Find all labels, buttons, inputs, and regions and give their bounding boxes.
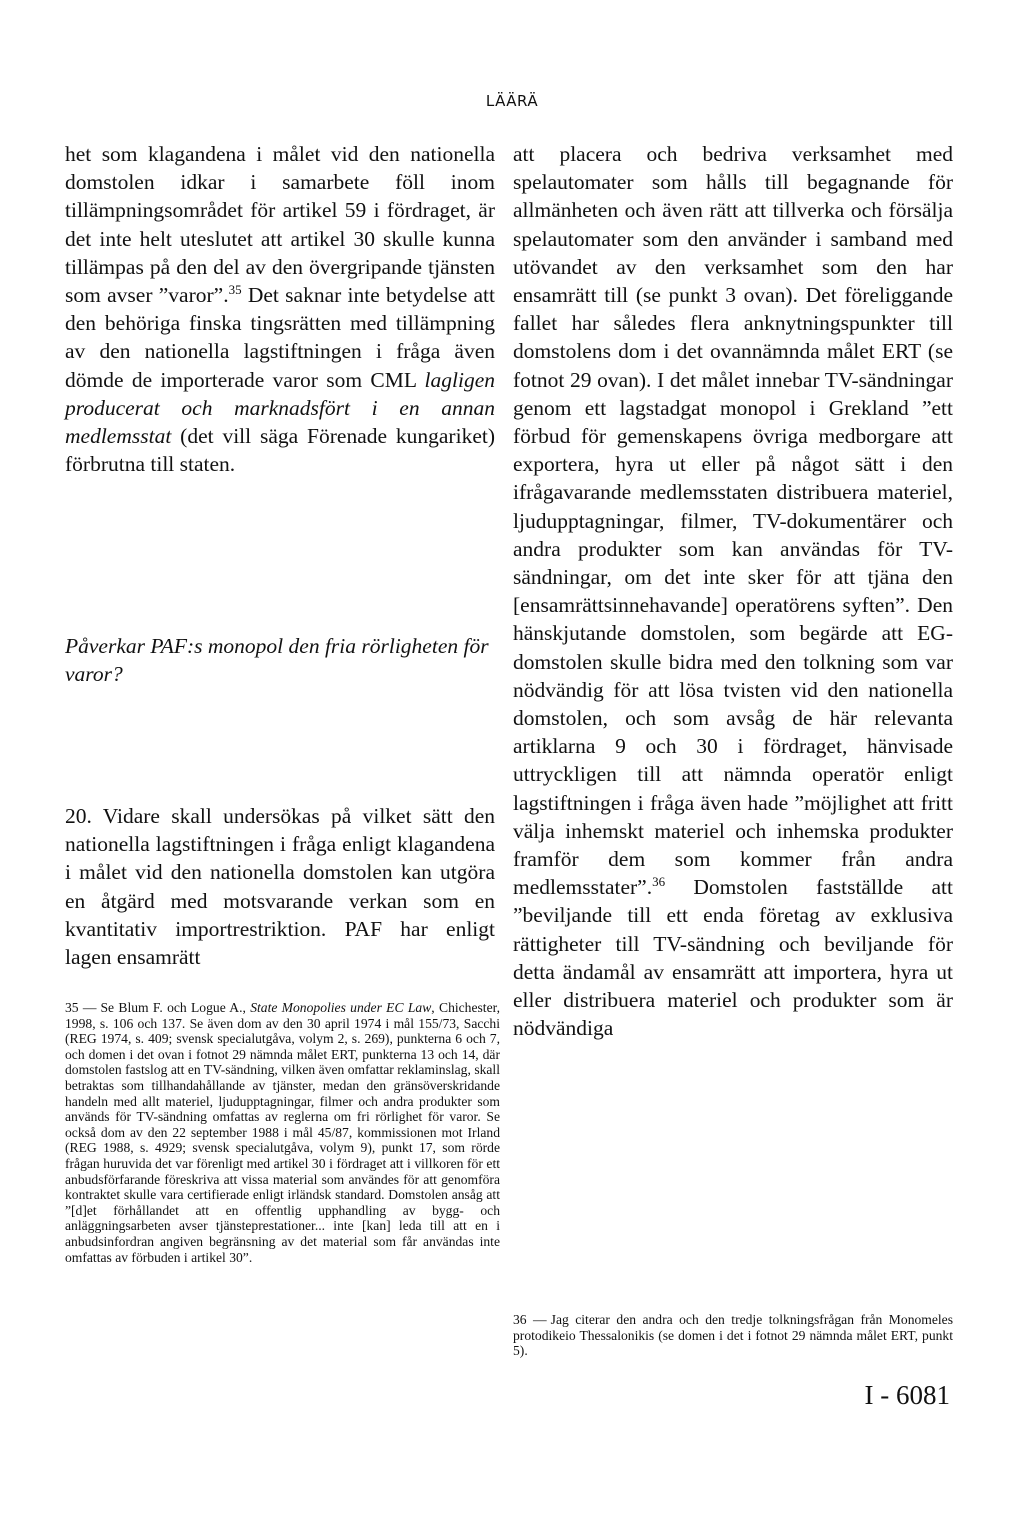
footnote-italic-title: State Monopolies under EC Law <box>250 1000 432 1015</box>
paragraph-text: het som klagandena i målet vid den nationella domstolen idkar i samarbete föll inom tillämpningsområdet för artikel 59 i fördraget, är det inte helt uteslutet att artikel 30 skulle kunna tillämpas på den del av den övergripande tjänsten som avser ”varor”. <box>65 142 495 308</box>
paragraph-right <box>513 140 953 1043</box>
footnote-36 <box>513 1312 953 1359</box>
paragraph-20 <box>65 802 495 971</box>
paragraph-text: (det vill säga Förenade kungariket) förbrutna till staten. <box>65 424 495 477</box>
right-column <box>513 140 953 1043</box>
page-number: I - 6081 <box>864 1380 950 1410</box>
paragraph-text: att placera och bedriva verksamhet med spelautomater som hålls till begagnande för allmänheten och även rätt att tillverka och försälja spelautomater som den använder i samband med utövandet av den verksamhet som den har ensamrätt till (se punkt 3 ovan). Det föreliggande fallet har således flera anknytningspunkter till domstolens dom i det ovannämnda målet ERT (se fotnot 29 ovan). I det målet innebar TV-sändningar genom ett lagstadgat monopol i Grekland ”ett förbud för gemenskapens övriga medborgare att exportera, hyra ut eller på något sätt i den ifrågavarande medlemsstaten distribuera materiel, ljudupptagningar, filmer, TV-dokumentärer och andra produkter som kan användas för TV-sändningar, om det inte sker för att tjäna den [ensamrättsinnehavande] operatörens syften”. Den hänskjutande domstolen, som begärde att EG-domstolen skulle bidra med den tolkning som var nödvändig för att lösa tvisten vid den nationella domstolen, och som avsåg de här relevanta artiklarna 9 och 30 i fördraget, hänvisade uttryckligen till att nämnda operatör enligt lagstiftningen i fråga även hade ”möjlighet att fritt välja inhemskt materiel och inhemska produkter framför dem som kommer från andra medlemsstater”. <box>513 142 953 900</box>
footnote-number: 35 — <box>65 1000 97 1015</box>
paragraph-text: Det saknar inte betydelse att den behöriga finska tingsrätten med tillämpning av den nationella lagstiftningen i fråga även dömde de importerade varor som CML <box>65 283 496 392</box>
paragraph-italic-text: lagligen producerat och marknadsfört i en annan medlemsstat <box>65 367 495 449</box>
paragraph-continuation <box>65 140 495 478</box>
footnote-text: Jag citerar den andra och den tredje tolkningsfrågan från Monomeles protodikeio Thessalonikis (se domen i det i fotnot 29 nämnda målet ERT, punkt 5). <box>513 1312 953 1359</box>
footnote-number: 36 — <box>513 1312 547 1327</box>
left-column <box>65 140 495 478</box>
section-heading: Påverkar PAF:s monopol den fria rörligheten för varor? <box>65 634 489 687</box>
footnote-ref-35: 35 <box>228 282 242 298</box>
footnote-text: , Chichester, 1998, s. 106 och 137. Se även dom av den 30 april 1974 i mål 155/73, Sacchi (REG 1974, s. 409; svensk specialutgåva, volym 2, s. 269), punkterna 6 och 7, och domen i det ovan i fotnot 29 nämnda målet ERT, punkterna 13 och 14, där domstolen fastslog att en TV-sändning, vilken även omfattar reklaminslag, skall betraktas som tillhandahållande av tjänster, medan den gränsöverskridande handeln med allt materiel, ljudupptagningar, filmer och andra produkter som används för TV-sändning omfattas av reglerna om fri rörlighet för varor. Se också dom av den 22 september 1988 i mål 45/87, kommissionen mot Irland (REG 1988, s. 4929; svensk specialutgåva, volym 9), punkt 17, som rörde frågan huruvida det var förenligt med artikel 30 i fördraget att i villkoren för ett anbudsförfarande föreskriva att vissa material som användes för att genomföra kontraktet skulle vara certifierade enligt irländsk standard. Domstolen ansåg att ”[d]et förhållandet att en offentlig upphandling av bygg- och anläggningsarbeten avser tjänsteprestationer... inte [kan] leda till att en i anbudsinfordran angiven begränsning av det material som får användas inte omfattas av förbuden i artikel 30”. <box>65 1000 500 1265</box>
running-head: LÄÄRÄ <box>485 92 539 110</box>
footnote-text: Se Blum F. och Logue A., <box>100 1000 251 1015</box>
footnote-35 <box>65 1000 500 1265</box>
footnote-ref-36: 36 <box>652 874 666 890</box>
paragraph-20-text: 20. Vidare skall undersökas på vilket sätt den nationella lagstiftningen i fråga enligt klagandena i målet vid den nationella domstolen kan utgöra en åtgärd med motsvarande verkan som en kvantitativ importrestriktion. PAF har enligt lagen ensamrätt <box>65 804 495 970</box>
paragraph-text: Domstolen fastställde att ”beviljande till ett enda företag av exklusiva rättigheter till TV-sändning och beviljande för detta ändamål av ensamrätt att importera, hyra ut eller distribuera materiel och produkter som är nödvändiga <box>513 875 953 1041</box>
